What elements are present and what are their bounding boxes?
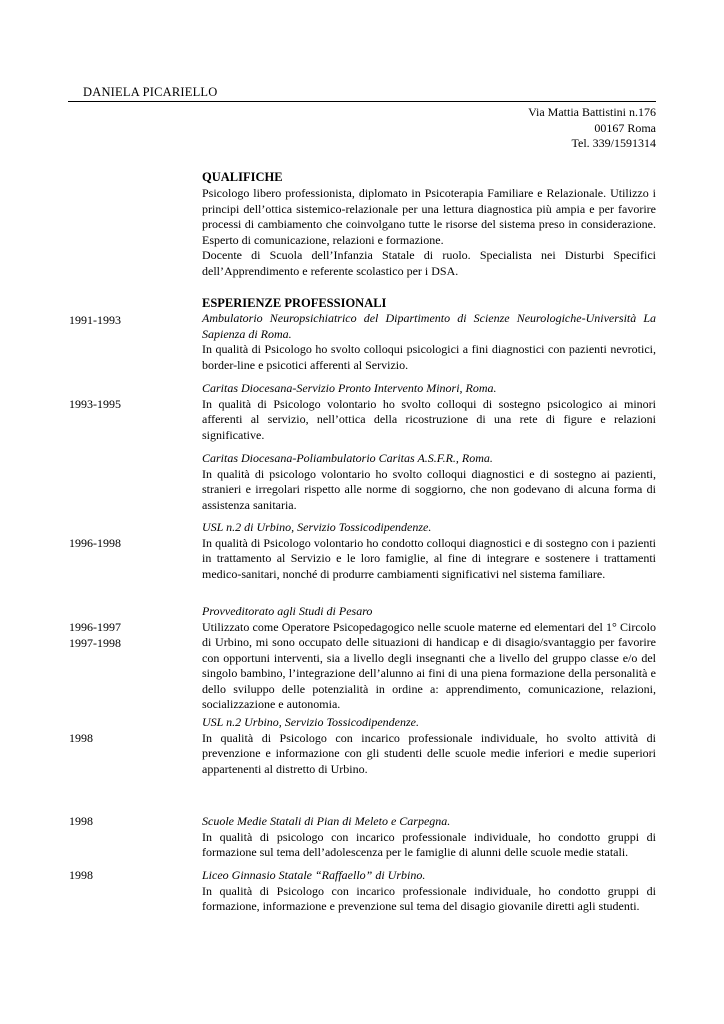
entry-year: 1997-1998 (69, 635, 121, 650)
entry-organization: USL n.2 Urbino, Servizio Tossicodipendenze. (202, 715, 420, 729)
entry-description: In qualità di Psicologo ho svolto colloqui psicologici a fini diagnostici con pazienti nevrotici, border-line e psicotici afferenti al Servizio. (202, 342, 656, 372)
section-title-qualifiche: QUALIFICHE (202, 170, 283, 184)
entry-year: 1993-1995 (69, 397, 121, 411)
address-city: 00167 Roma (594, 120, 656, 135)
experience-entry (202, 814, 656, 861)
experience-entry (202, 868, 656, 915)
entry-years (69, 397, 121, 413)
entry-organization: Caritas Diocesana-Servizio Pronto Intervento Minori, Roma. (202, 381, 497, 395)
entry-year: 1991-1993 (69, 313, 121, 327)
experience-entry (202, 451, 656, 513)
entry-years (69, 536, 121, 552)
entry-year: 1998 (69, 868, 93, 882)
entry-description: In qualità di Psicologo con incarico professionale individuale, ho svolto attività di prevenzione e informazione con gli studenti delle scuole medie inferiori e medie superiori appartenenti al distretto di Urbino. (202, 730, 656, 776)
experience-entry (202, 520, 656, 582)
cv-owner-name: DANIELA PICARIELLO (83, 85, 218, 99)
qualifiche-paragraph: Docente di Scuola dell’Infanzia Statale di ruolo. Specialista nei Disturbi Specifici dell’Apprendimento e referente scolastico per i DSA. (202, 248, 656, 278)
address-street: Via Mattia Battistini n.176 (528, 105, 656, 119)
experience-entry (202, 604, 656, 713)
experience-entry (202, 715, 656, 777)
entry-description: In qualità di Psicologo volontario ho svolto colloqui di sostegno psicologico ai minori afferenti al servizio, nell’ottica della ricostruzione di una rete di figure e relazioni significative. (202, 396, 656, 442)
entry-years (69, 814, 93, 830)
entry-organization: USL n.2 di Urbino, Servizio Tossicodipendenze. (202, 520, 432, 534)
entry-organization: Ambulatorio Neuropsichiatrico del Dipartimento di Scienze Neurologiche-Università La Sapienza di Roma. (202, 311, 656, 341)
qualifiche-body (202, 186, 656, 279)
entry-year: 1996-1997 (69, 620, 121, 634)
entry-description: In qualità di psicologo volontario ho svolto colloqui diagnostici e di sostegno ai pazienti, stranieri e irregolari rispetto alle norme di soggiorno, che non godevano di alcuna forma di assistenza sanitaria. (202, 466, 656, 512)
entry-description: Utilizzato come Operatore Psicopedagogico nelle scuole materne ed elementari del 1° Circolo di Urbino, mi sono occupato delle situazioni di handicap e di disagio/svantaggio per favorire con opportuni interventi, sia a livello degli insegnanti che a livello del gruppo classe e/o del singolo bambino, l’integrazione dell’alunno ai fini di una piena formazione della personalità e dello sviluppo delle potenzialità in ordine a: apprendimento, comunicazione, relazioni, socializzazione e autonomia. (202, 619, 656, 711)
entry-description: In qualità di psicologo con incarico professionale individuale, ho condotto gruppi di formazione sul tema dell’adolescenza per le famiglie di alunni delle scuole medie statali. (202, 829, 656, 859)
entry-year: 1998 (69, 731, 93, 745)
entry-years (69, 731, 93, 747)
entry-description: In qualità di Psicologo volontario ho condotto colloqui diagnostici e di sostegno con i pazienti in trattamento al Servizio e le loro famiglie, al fine di integrare e sostenere i trattamenti medico-sanitari, nonché di produrre cambiamenti significativi nel sistema familiare. (202, 535, 656, 581)
address-phone: Tel. 339/1591314 (571, 136, 656, 150)
entry-organization: Liceo Ginnasio Statale “Raffaello” di Urbino. (202, 868, 426, 882)
qualifiche-paragraph: Psicologo libero professionista, diplomato in Psicoterapia Familiare e Relazionale. Utilizzo i principi dell’ottica sistemico-relazionale per una lettura diagnostica più ampia e per favorire processi di cambiamento che coinvolgano tutte le risorse del sistema preso in considerazione. Esperto di comunicazione, relazioni e formazione. (202, 186, 656, 247)
entry-organization: Caritas Diocesana-Poliambulatorio Caritas A.S.F.R., Roma. (202, 451, 493, 465)
entry-years (69, 313, 121, 329)
entry-organization: Scuole Medie Statali di Pian di Meleto e Carpegna. (202, 814, 451, 828)
entry-year: 1996-1998 (69, 536, 121, 550)
section-title-esperienze: ESPERIENZE PROFESSIONALI (202, 296, 387, 310)
experience-entry (202, 311, 656, 373)
entry-description: In qualità di Psicologo con incarico professionale individuale, ho condotto gruppi di formazione, informazione e prevenzione sul tema del disagio giovanile diretti agli studenti. (202, 883, 656, 913)
entry-years (69, 868, 93, 884)
entry-organization: Provveditorato agli Studi di Pesaro (202, 604, 373, 618)
entry-year: 1998 (69, 814, 93, 828)
header-divider (68, 101, 656, 102)
entry-years (69, 620, 121, 651)
contact-address (528, 105, 656, 152)
experience-entry (202, 381, 656, 443)
